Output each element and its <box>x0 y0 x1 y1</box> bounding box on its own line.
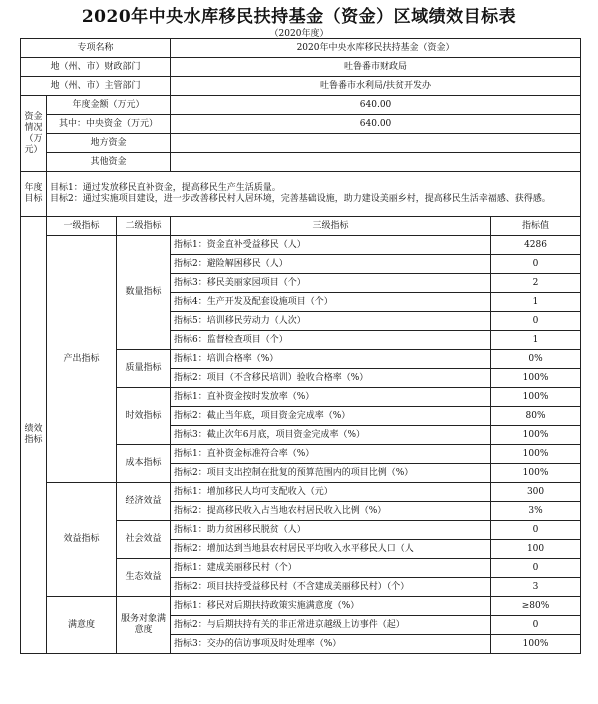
performance-target-table <box>20 38 581 654</box>
indicator-value: 1 <box>491 293 581 312</box>
indicator-name: 指标4：生产开发及配套设施项目（个） <box>171 293 491 312</box>
col-level1: 一级指标 <box>47 217 117 236</box>
funds-central-label: 其中：中央资金（万元） <box>47 115 171 134</box>
indicator-value: 4286 <box>491 236 581 255</box>
economic-label: 经济效益 <box>117 483 171 521</box>
table-row <box>21 236 581 255</box>
indicator-value: 1 <box>491 331 581 350</box>
social-label: 社会效益 <box>117 521 171 559</box>
indicator-value: 0 <box>491 255 581 274</box>
indicator-name: 指标1：培训合格率（%） <box>171 350 491 369</box>
indicator-value: 0 <box>491 312 581 331</box>
quality-label: 质量指标 <box>117 350 171 388</box>
indicator-value: 0% <box>491 350 581 369</box>
funds-local-value <box>171 134 581 153</box>
indicator-name: 指标2：项目支出控制在批复的预算范围内的项目比例（%） <box>171 464 491 483</box>
funds-central-row <box>21 115 581 134</box>
indicator-name: 指标1：直补资金标准符合率（%） <box>171 445 491 464</box>
indicator-value: 100% <box>491 426 581 445</box>
annual-goals-row <box>21 172 581 217</box>
indicator-name: 指标3：移民美丽家园项目（个） <box>171 274 491 293</box>
goal-1: 目标1：通过发放移民直补资金，提高移民生产生活质量。 <box>50 183 281 193</box>
indicator-value: 0 <box>491 559 581 578</box>
funds-annual-row <box>21 96 581 115</box>
admin-dept-value: 吐鲁番市水利局/扶贫开发办 <box>171 77 581 96</box>
perf-label: 绩效指标 <box>21 217 47 654</box>
indicator-value: 80% <box>491 407 581 426</box>
table-row <box>21 483 581 502</box>
output-label: 产出指标 <box>47 236 117 483</box>
indicator-value: 3 <box>491 578 581 597</box>
indicator-value: 100% <box>491 464 581 483</box>
finance-dept-row <box>21 58 581 77</box>
satisfaction-label: 满意度 <box>47 597 117 654</box>
col-value: 指标值 <box>491 217 581 236</box>
admin-dept-label: 地（州、市）主管部门 <box>21 77 171 96</box>
indicator-name: 指标6：监督检查项目（个） <box>171 331 491 350</box>
indicator-name: 指标5：培训移民劳动力（人次） <box>171 312 491 331</box>
annual-goals-label: 年度目标 <box>21 172 47 217</box>
indicator-value: 100 <box>491 540 581 559</box>
indicator-value: 3% <box>491 502 581 521</box>
funds-other-row <box>21 153 581 172</box>
indicator-value: 100% <box>491 445 581 464</box>
indicator-name: 指标2：避险解困移民（人） <box>171 255 491 274</box>
finance-dept-label: 地（州、市）财政部门 <box>21 58 171 77</box>
timeliness-label: 时效指标 <box>117 388 171 445</box>
col-level2: 二级指标 <box>117 217 171 236</box>
project-name-label: 专项名称 <box>21 39 171 58</box>
indicator-value: 100% <box>491 388 581 407</box>
indicator-value: 100% <box>491 369 581 388</box>
indicator-name: 指标3：交办的信访事项及时处理率（%） <box>171 635 491 654</box>
indicator-value: 0 <box>491 521 581 540</box>
cost-label: 成本指标 <box>117 445 171 483</box>
perf-header-row <box>21 217 581 236</box>
indicator-name: 指标2：提高移民收入占当地农村居民收入比例（%） <box>171 502 491 521</box>
funds-annual-label: 年度金额（万元） <box>47 96 171 115</box>
indicator-value: 0 <box>491 616 581 635</box>
indicator-name: 指标3：截止次年6月底，项目资金完成率（%） <box>171 426 491 445</box>
indicator-name: 指标1：直补资金按时发放率（%） <box>171 388 491 407</box>
service-satisfaction-label: 服务对象满意度 <box>117 597 171 654</box>
indicator-name: 指标2：项目扶持受益移民村（不含建成美丽移民村）（个） <box>171 578 491 597</box>
funds-local-label: 地方资金 <box>47 134 171 153</box>
goal-2: 目标2：通过实施项目建设，进一步改善移民村人居环境，完善基础设施，助力建设美丽乡村，提高移民生活幸福感、获得感。 <box>50 194 551 204</box>
page-title: 2020年中央水库移民扶持基金（资金）区域绩效目标表 <box>81 7 517 27</box>
indicator-value: 100% <box>491 635 581 654</box>
project-name-value: 2020年中央水库移民扶持基金（资金） <box>171 39 581 58</box>
funds-label: 资金情况（万元） <box>21 96 47 172</box>
finance-dept-value: 吐鲁番市财政局 <box>171 58 581 77</box>
funds-annual-value: 640.00 <box>171 96 581 115</box>
indicator-name: 指标1：建成美丽移民村（个） <box>171 559 491 578</box>
indicator-name: 指标2：项目（不含移民培训）验收合格率（%） <box>171 369 491 388</box>
indicator-name: 指标2：增加达到当地县农村居民平均收入水平移民人口（人 <box>171 540 491 559</box>
indicator-name: 指标1：资金直补受益移民（人） <box>171 236 491 255</box>
indicator-name: 指标2：与后期扶持有关的非正常进京越级上访事件（起） <box>171 616 491 635</box>
col-level3: 三级指标 <box>171 217 491 236</box>
page-subtitle: （2020年度） <box>269 29 329 39</box>
indicator-name: 指标1：增加移民人均可支配收入（元） <box>171 483 491 502</box>
benefit-label: 效益指标 <box>47 483 117 597</box>
quantity-label: 数量指标 <box>117 236 171 350</box>
funds-local-row <box>21 134 581 153</box>
project-name-row <box>21 39 581 58</box>
annual-goals-content <box>47 172 581 217</box>
indicator-value: 300 <box>491 483 581 502</box>
funds-central-value: 640.00 <box>171 115 581 134</box>
indicator-value: 2 <box>491 274 581 293</box>
indicator-name: 指标1：助力贫困移民脱贫（人） <box>171 521 491 540</box>
indicator-value: ≥80% <box>491 597 581 616</box>
funds-other-value <box>171 153 581 172</box>
indicator-name: 指标2：截止当年底，项目资金完成率（%） <box>171 407 491 426</box>
funds-other-label: 其他资金 <box>47 153 171 172</box>
indicator-name: 指标1：移民对后期扶持政策实施满意度（%） <box>171 597 491 616</box>
table-row <box>21 597 581 616</box>
ecological-label: 生态效益 <box>117 559 171 597</box>
admin-dept-row <box>21 77 581 96</box>
